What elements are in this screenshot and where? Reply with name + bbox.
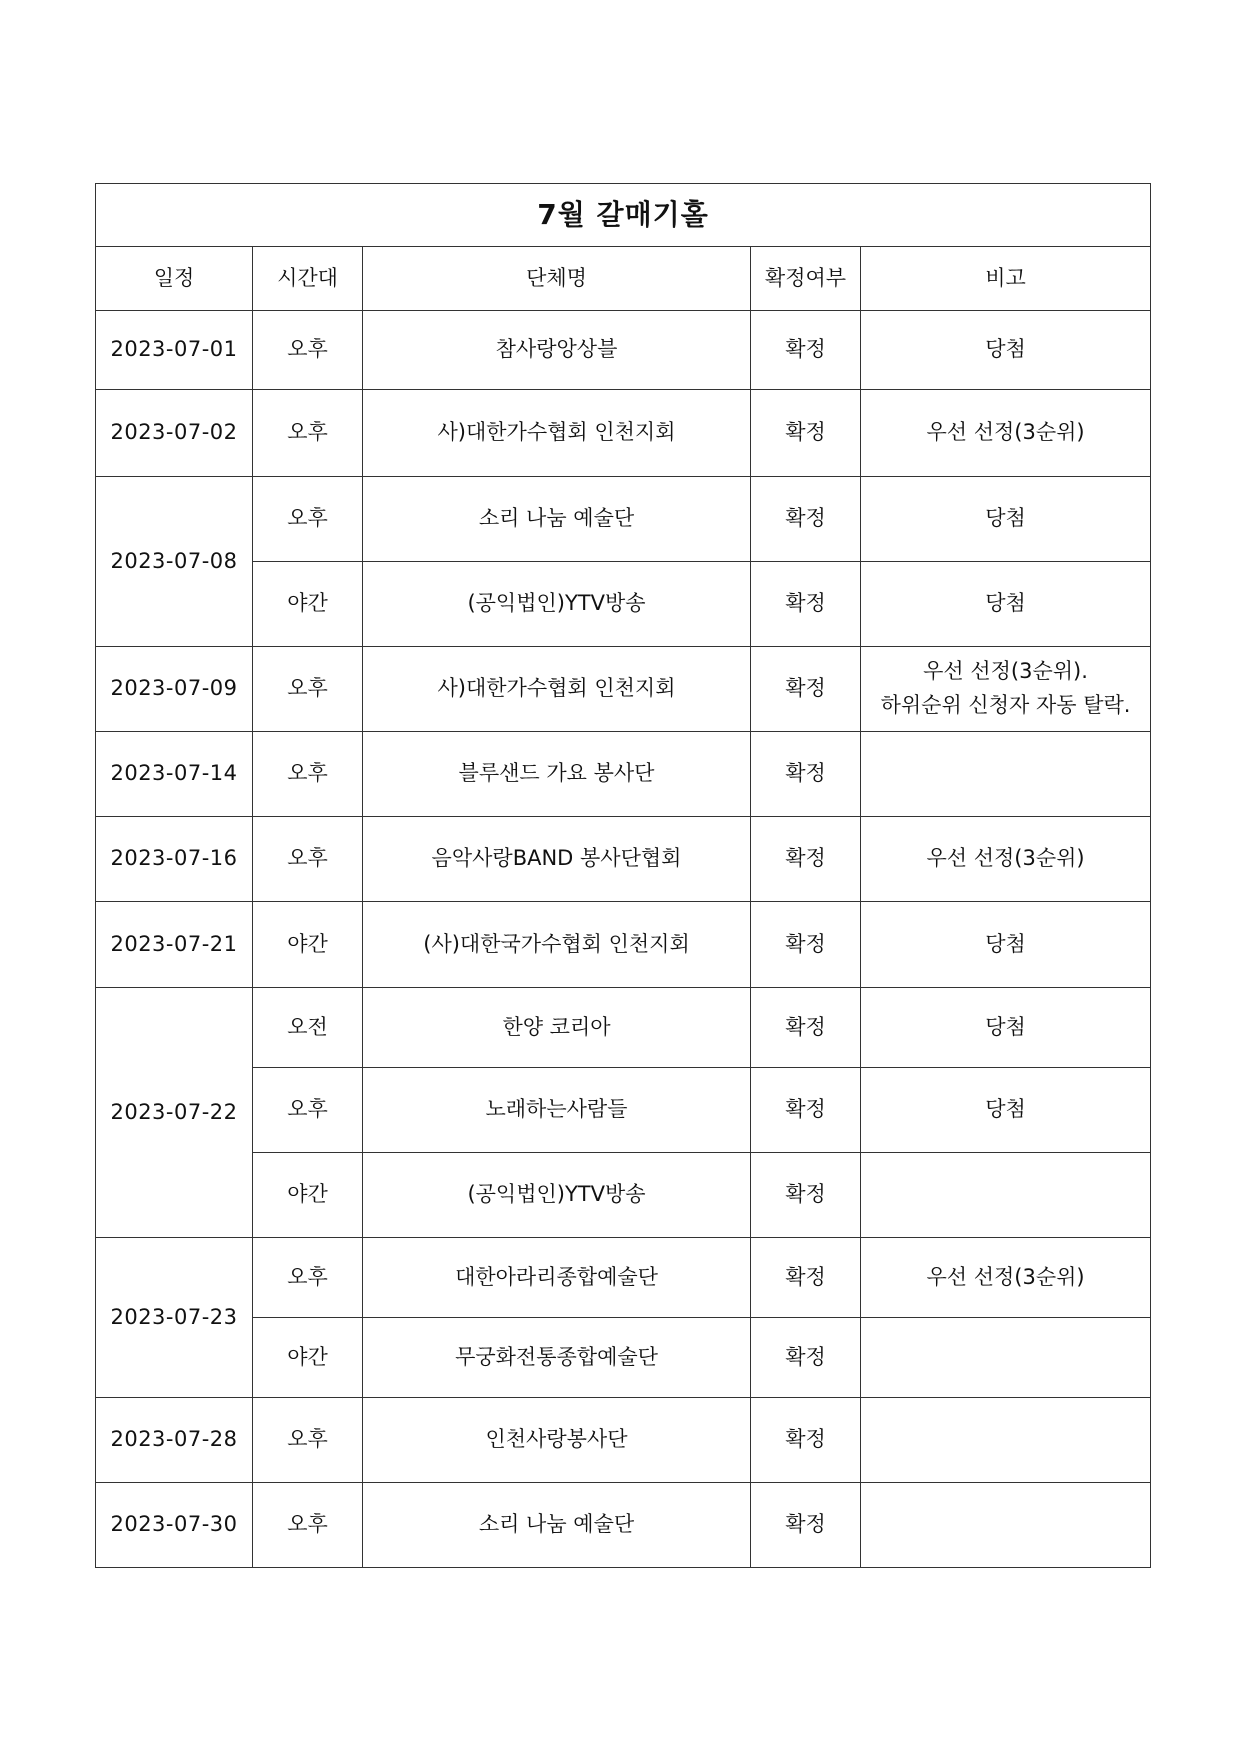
remarks-line: 당첨 <box>985 931 1026 956</box>
remarks-line: 당첨 <box>985 591 1026 616</box>
status-cell: 확정 <box>751 390 861 477</box>
status-cell: 확정 <box>751 1068 861 1153</box>
remarks-line: 우선 선정(3순위). <box>923 659 1088 684</box>
remarks-cell <box>861 1483 1151 1568</box>
schedule-row <box>96 817 1151 902</box>
schedule-row <box>96 1238 1151 1318</box>
remarks-cell <box>861 477 1151 562</box>
date-cell: 2023-07-22 <box>96 988 253 1238</box>
time-slot-cell: 오후 <box>253 647 363 732</box>
table-title: 7월 갈매기홀 <box>96 184 1151 247</box>
date-cell: 2023-07-01 <box>96 311 253 390</box>
status-cell: 확정 <box>751 732 861 817</box>
schedule-row <box>96 311 1151 390</box>
date-cell: 2023-07-09 <box>96 647 253 732</box>
schedule-rows <box>96 311 1151 1568</box>
group-name-cell: 무궁화전통종합예술단 <box>363 1318 751 1398</box>
header-time-slot: 시간대 <box>253 247 363 311</box>
remarks-cell <box>861 902 1151 988</box>
group-name-cell: 인천사랑봉사단 <box>363 1398 751 1483</box>
group-name-cell: 한양 코리아 <box>363 988 751 1068</box>
group-name-cell: (공익법인)YTV방송 <box>363 1153 751 1238</box>
group-name-cell: 음악사랑BAND 봉사단협회 <box>363 817 751 902</box>
remarks-cell <box>861 1068 1151 1153</box>
status-cell: 확정 <box>751 1483 861 1568</box>
remarks-cell <box>861 562 1151 647</box>
schedule-row <box>96 1153 1151 1238</box>
time-slot-cell: 오후 <box>253 732 363 817</box>
remarks-line: 당첨 <box>985 1014 1026 1039</box>
group-name-cell: 노래하는사람들 <box>363 1068 751 1153</box>
date-cell: 2023-07-21 <box>96 902 253 988</box>
remarks-line: 우선 선정(3순위) <box>926 1264 1085 1289</box>
group-name-cell: 소리 나눔 예술단 <box>363 477 751 562</box>
remarks-cell <box>861 647 1151 732</box>
schedule-row <box>96 902 1151 988</box>
time-slot-cell: 오후 <box>253 477 363 562</box>
time-slot-cell: 오후 <box>253 1068 363 1153</box>
schedule-row <box>96 1068 1151 1153</box>
time-slot-cell: 야간 <box>253 902 363 988</box>
status-cell: 확정 <box>751 1398 861 1483</box>
status-cell: 확정 <box>751 647 861 732</box>
time-slot-cell: 오후 <box>253 390 363 477</box>
remarks-cell <box>861 390 1151 477</box>
status-cell: 확정 <box>751 1318 861 1398</box>
date-cell: 2023-07-08 <box>96 477 253 647</box>
status-cell: 확정 <box>751 477 861 562</box>
schedule-row <box>96 988 1151 1068</box>
status-cell: 확정 <box>751 988 861 1068</box>
status-cell: 확정 <box>751 1153 861 1238</box>
time-slot-cell: 오후 <box>253 1398 363 1483</box>
schedule-row <box>96 732 1151 817</box>
time-slot-cell: 야간 <box>253 562 363 647</box>
header-group-name: 단체명 <box>363 247 751 311</box>
group-name-cell: 사)대한가수협회 인천지회 <box>363 647 751 732</box>
remarks-cell <box>861 732 1151 817</box>
header-date: 일정 <box>96 247 253 311</box>
schedule-row <box>96 1318 1151 1398</box>
status-cell: 확정 <box>751 902 861 988</box>
schedule-row <box>96 1398 1151 1483</box>
remarks-line: 당첨 <box>985 1097 1026 1122</box>
remarks-cell <box>861 988 1151 1068</box>
time-slot-cell: 야간 <box>253 1318 363 1398</box>
remarks-cell <box>861 817 1151 902</box>
group-name-cell: 블루샌드 가요 봉사단 <box>363 732 751 817</box>
date-cell: 2023-07-28 <box>96 1398 253 1483</box>
time-slot-cell: 오후 <box>253 817 363 902</box>
remarks-line: 하위순위 신청자 자동 탈락. <box>880 693 1131 717</box>
remarks-line: 당첨 <box>985 506 1026 531</box>
remarks-cell <box>861 1318 1151 1398</box>
group-name-cell: 소리 나눔 예술단 <box>363 1483 751 1568</box>
date-cell: 2023-07-23 <box>96 1238 253 1398</box>
schedule-table <box>95 183 1151 1568</box>
status-cell: 확정 <box>751 562 861 647</box>
remarks-cell <box>861 311 1151 390</box>
schedule-row <box>96 477 1151 562</box>
status-cell: 확정 <box>751 817 861 902</box>
group-name-cell: 참사랑앙상블 <box>363 311 751 390</box>
date-cell: 2023-07-14 <box>96 732 253 817</box>
remarks-cell <box>861 1398 1151 1483</box>
remarks-cell <box>861 1153 1151 1238</box>
schedule-row <box>96 390 1151 477</box>
date-cell: 2023-07-16 <box>96 817 253 902</box>
remarks-cell <box>861 1238 1151 1318</box>
date-cell: 2023-07-30 <box>96 1483 253 1568</box>
remarks-line: 우선 선정(3순위) <box>926 846 1085 871</box>
schedule-row <box>96 1483 1151 1568</box>
date-cell: 2023-07-02 <box>96 390 253 477</box>
time-slot-cell: 오후 <box>253 311 363 390</box>
time-slot-cell: 오후 <box>253 1483 363 1568</box>
schedule-row <box>96 647 1151 732</box>
group-name-cell: (사)대한국가수협회 인천지회 <box>363 902 751 988</box>
status-cell: 확정 <box>751 1238 861 1318</box>
group-name-cell: 사)대한가수협회 인천지회 <box>363 390 751 477</box>
group-name-cell: (공익법인)YTV방송 <box>363 562 751 647</box>
remarks-line: 우선 선정(3순위) <box>926 420 1085 445</box>
status-cell: 확정 <box>751 311 861 390</box>
time-slot-cell: 오후 <box>253 1238 363 1318</box>
header-confirmation-status: 확정여부 <box>751 247 861 311</box>
group-name-cell: 대한아라리종합예술단 <box>363 1238 751 1318</box>
time-slot-cell: 야간 <box>253 1153 363 1238</box>
time-slot-cell: 오전 <box>253 988 363 1068</box>
remarks-line: 당첨 <box>985 337 1026 362</box>
header-remarks: 비고 <box>861 247 1151 311</box>
schedule-row <box>96 562 1151 647</box>
